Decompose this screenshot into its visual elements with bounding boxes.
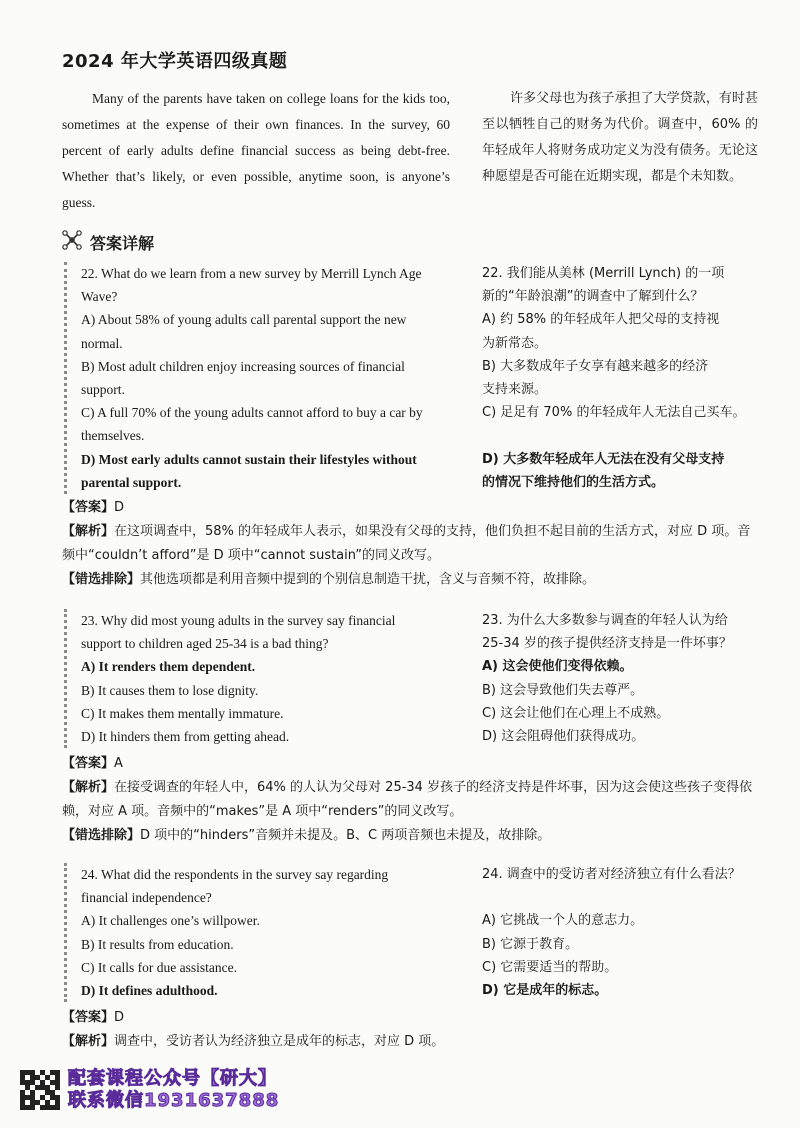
- sparkle-icon: [62, 230, 82, 254]
- q22-answer: [62, 496, 762, 592]
- q22-en-line: A) About 58% of young adults call parental support the new: [81, 312, 407, 328]
- q22-en: [64, 262, 461, 494]
- q24-en-line: 24. What did the respondents in the survey say regarding: [81, 867, 389, 882]
- watermark-line1: 配套课程公众号【研大】: [68, 1068, 277, 1089]
- exclude-text: 其他选项都是利用音频中提到的个别信息制造干扰，含义与音频不符，故排除。: [140, 572, 596, 587]
- answer-value: A: [114, 756, 123, 771]
- exclude-row: [62, 824, 762, 848]
- q24-en-line: C) It calls for due assistance.: [81, 959, 237, 975]
- q24-zh-line: B) 它源于教育。: [482, 936, 579, 952]
- q23-zh-line: D) 这会阻碍他们获得成功。: [482, 728, 645, 744]
- q23-en-line: 23. Why did most young adults in the survey say financial: [81, 613, 396, 628]
- qr-code-icon: [20, 1070, 60, 1110]
- q22-en-line: support.: [81, 381, 125, 397]
- q23-en-line: B) It causes them to lose dignity.: [81, 682, 259, 698]
- q23-zh: [482, 609, 772, 748]
- exclude-row: [62, 568, 762, 592]
- q23-en-line: support to children aged 25-34 is a bad thing?: [81, 636, 329, 652]
- q24-en-line: A) It challenges one’s willpower.: [81, 913, 260, 929]
- q24-zh-line: [482, 886, 772, 909]
- analysis-row: [62, 776, 762, 824]
- q23-zh-line: 23. 为什么大多数参与调查的年轻人认为给: [482, 613, 728, 628]
- watermark-text: [68, 1068, 279, 1112]
- q22-en-line: 22. What do we learn from a new survey by Merrill Lynch Age: [81, 266, 422, 281]
- exclude-text: D 项中的“hinders”音频并未提及。B、C 两项音频也未提及，故排除。: [140, 828, 551, 843]
- q22-zh-line: 的情况下维持他们的生活方式。: [482, 474, 665, 490]
- q22-zh-line: [482, 424, 772, 447]
- analysis-label: 【解析】: [62, 1034, 115, 1049]
- answer-value: D: [114, 1010, 125, 1025]
- answer-row: [62, 752, 762, 776]
- q24-zh-line: D) 它是成年的标志。: [482, 982, 608, 998]
- q22-zh-line: A) 约 58% 的年轻成年人把父母的支持视: [482, 312, 720, 328]
- answer-row: [62, 496, 762, 520]
- answer-label: 【答案】: [62, 500, 115, 515]
- q22-en-line: C) A full 70% of the young adults cannot afford to buy a car by: [81, 405, 423, 421]
- q24-zh-line: A) 它挑战一个人的意志力。: [482, 913, 644, 929]
- page-title: 2024 年大学英语四级真题: [62, 51, 288, 72]
- q22-en-line: parental support.: [81, 474, 182, 490]
- q23-zh-line: 25-34 岁的孩子提供经济支持是一件坏事？: [482, 636, 732, 652]
- passage-en: Many of the parents have taken on college loans for the kids too, sometimes at the expense of their own finances. In the survey, 60 percent of early adults define financial success as being debt-free. Whether that’s likely, or even possible, anytime soon, is anyone’s guess.: [62, 91, 450, 210]
- q23-answer: [62, 752, 762, 848]
- q23-zh-line: C) 这会让他们在心理上不成熟。: [482, 705, 670, 721]
- q23-en-line: C) It makes them mentally immature.: [81, 705, 284, 721]
- q23-en-line: A) It renders them dependent.: [81, 659, 256, 675]
- q22-en-line: B) Most adult children enjoy increasing sources of financial: [81, 358, 405, 374]
- q22-zh-line: 22. 我们能从美林 (Merrill Lynch) 的一项: [482, 266, 725, 281]
- q22-zh-line: B) 大多数成年子女享有越来越多的经济: [482, 358, 709, 374]
- q23-en: [64, 609, 461, 748]
- q24-zh-line: 24. 调查中的受访者对经济独立有什么看法？: [482, 867, 741, 882]
- answer-row: [62, 1006, 762, 1030]
- watermark-line2: 联系微信1931637888: [68, 1090, 280, 1111]
- answer-label: 【答案】: [62, 1010, 115, 1025]
- q23-en-line: D) It hinders them from getting ahead.: [81, 728, 290, 744]
- analysis-row: [62, 1030, 762, 1054]
- q22-zh-line: 新的“年龄浪潮”的调查中了解到什么？: [482, 289, 704, 305]
- q22-zh-line: C) 足足有 70% 的年轻成年人无法自己买车。: [482, 405, 746, 421]
- q22-zh: [482, 262, 772, 494]
- q24-en-line: financial independence?: [81, 890, 212, 906]
- q24-en-line: D) It defines adulthood.: [81, 982, 218, 998]
- q22-en-line: D) Most early adults cannot sustain their lifestyles without: [81, 451, 417, 467]
- q22-en-line: themselves.: [81, 428, 145, 444]
- q22-en-line: Wave?: [81, 289, 118, 305]
- analysis-label: 【解析】: [62, 780, 115, 795]
- exclude-label: 【错选排除】: [62, 572, 141, 587]
- q22-en-line: normal.: [81, 335, 123, 351]
- q23-zh-line: B) 这会导致他们失去尊严。: [482, 682, 644, 698]
- q22-zh-line: 为新常态。: [482, 335, 548, 351]
- answer-label: 【答案】: [62, 756, 115, 771]
- passage-zh: 许多父母也为孩子承担了大学贷款，有时甚至以牺牲自己的财务为代价。调查中，60% 的年轻成年人将财务成功定义为没有债务。无论这种愿望是否可能在近期实现，都是个未知数。: [482, 91, 758, 184]
- q24-zh-line: C) 它需要适当的帮助。: [482, 959, 618, 975]
- q24-zh: [482, 863, 772, 1002]
- q24-en-line: B) It results from education.: [81, 936, 234, 952]
- q24-en: [64, 863, 461, 1002]
- footer-watermark: [20, 1068, 279, 1112]
- exclude-label: 【错选排除】: [62, 828, 141, 843]
- analysis-text: 在接受调查的年轻人中，64% 的人认为父母对 25-34 岁孩子的经济支持是件坏事，因为这会使这些孩子变得依赖，对应 A 项。音频中的“makes”是 A 项中“renders”的同义改写。: [62, 780, 753, 819]
- q22-zh-line: 支持来源。: [482, 381, 548, 397]
- q24-answer: [62, 1006, 762, 1054]
- analysis-row: [62, 520, 762, 568]
- analysis-label: 【解析】: [62, 524, 115, 539]
- analysis-text: 调查中，受访者认为经济独立是成年的标志，对应 D 项。: [114, 1034, 445, 1049]
- q23-zh-line: A) 这会使他们变得依赖。: [482, 659, 633, 675]
- section-title: 答案详解: [90, 233, 155, 253]
- q22-zh-line: D) 大多数年轻成年人无法在没有父母支持: [482, 451, 725, 467]
- section-heading: [62, 230, 154, 254]
- analysis-text: 在这项调查中，58% 的年轻成年人表示，如果没有父母的支持，他们负担不起目前的生活方式，对应 D 项。音频中“couldn’t afford”是 D 项中“cannot sustain”的同义改写。: [62, 524, 751, 563]
- answer-value: D: [114, 500, 125, 515]
